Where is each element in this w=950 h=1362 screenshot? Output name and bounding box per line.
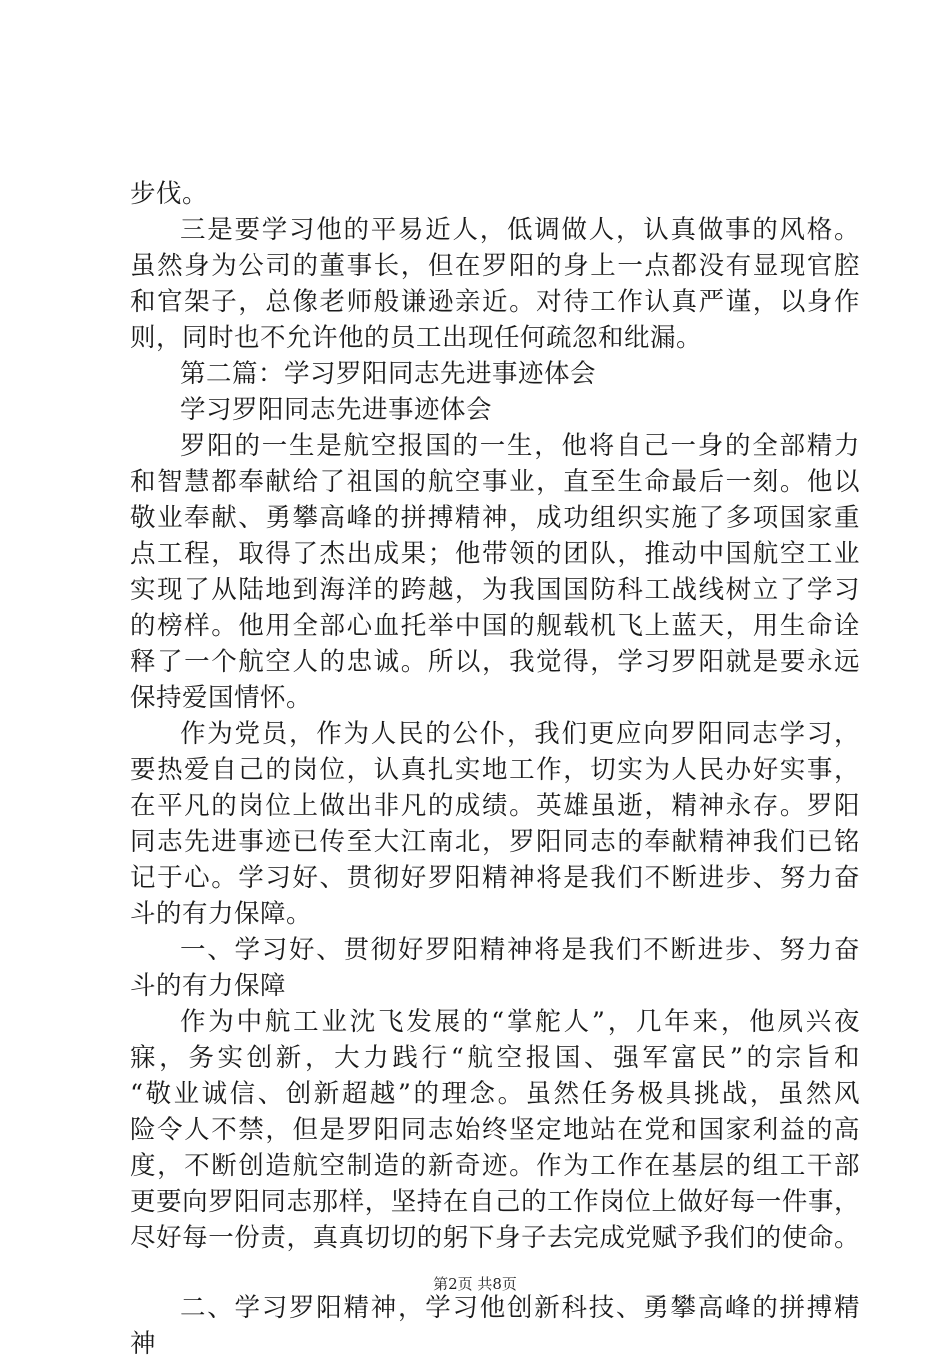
heading-line: 一、学习好、贯彻好罗阳精神将是我们不断进步、努力奋 [180, 935, 860, 965]
paragraph-line: 三是要学习他的平易近人，低调做人，认真做事的风格。 [180, 215, 860, 245]
heading-line: 二、学习罗阳精神，学习他创新科技、勇攀高峰的拼搏精 [180, 1293, 860, 1323]
paragraph-line: 点工程，取得了杰出成果；他带领的团队，推动中国航空工业 [130, 539, 860, 569]
paragraph-line: 的榜样。他用全部心血托举中国的舰载机飞上蓝天，用生命诠 [130, 611, 860, 641]
paragraph-line: 寐，务实创新，大力践行“航空报国、强军富民”的宗旨和 [130, 1043, 860, 1073]
paragraph-line: 记于心。学习好、贯彻好罗阳精神将是我们不断进步、努力奋 [130, 863, 860, 893]
paragraph-line: 保持爱国情怀。 [130, 683, 313, 713]
paragraph-line: 作为党员，作为人民的公仆，我们更应向罗阳同志学习， [180, 719, 860, 749]
paragraph-line: 度，不断创造航空制造的新奇迹。作为工作在基层的组工干部 [130, 1151, 860, 1181]
section-title: 第二篇：学习罗阳同志先进事迹体会 [180, 359, 597, 389]
paragraph-line: 和智慧都奉献给了祖国的航空事业，直至生命最后一刻。他以 [130, 467, 860, 497]
heading-line: 斗的有力保障 [130, 971, 287, 1001]
article-title: 学习罗阳同志先进事迹体会 [180, 395, 493, 425]
paragraph-line: 同志先进事迹已传至大江南北，罗阳同志的奉献精神我们已铭 [130, 827, 860, 857]
paragraph-line: 罗阳的一生是航空报国的一生，他将自己一身的全部精力 [180, 431, 860, 461]
paragraph-line: 实现了从陆地到海洋的跨越，为我国国防科工战线树立了学习 [130, 575, 860, 605]
paragraph-line: 在平凡的岗位上做出非凡的成绩。英雄虽逝，精神永存。罗阳 [130, 791, 860, 821]
page-number-footer: 第2页 共8页 [433, 1275, 517, 1293]
paragraph-line: 要热爱自己的岗位，认真扎实地工作，切实为人民办好实事， [130, 755, 860, 785]
paragraph-line: 斗的有力保障。 [130, 899, 313, 929]
paragraph-line: 尽好每一份责，真真切切的躬下身子去完成党赋予我们的使命。 [130, 1223, 860, 1253]
paragraph-line: 则，同时也不允许他的员工出现任何疏忽和纰漏。 [130, 323, 703, 353]
paragraph-line: “敬业诚信、创新超越”的理念。虽然任务极具挑战，虽然风 [130, 1079, 860, 1109]
paragraph-line: 和官架子，总像老师般谦逊亲近。对待工作认真严谨，以身作 [130, 287, 860, 317]
heading-line: 神 [130, 1329, 157, 1359]
paragraph-line: 释了一个航空人的忠诚。所以，我觉得，学习罗阳就是要永远 [130, 647, 860, 677]
document-body [130, 176, 860, 1362]
paragraph-line: 作为中航工业沈飞发展的“掌舵人”，几年来，他夙兴夜 [180, 1007, 860, 1037]
paragraph-line: 更要向罗阳同志那样，坚持在自己的工作岗位上做好每一件事， [130, 1187, 860, 1217]
paragraph-line: 敬业奉献、勇攀高峰的拼搏精神，成功组织实施了多项国家重 [130, 503, 860, 533]
paragraph-line: 步伐。 [130, 179, 209, 209]
paragraph-line: 险令人不禁，但是罗阳同志始终坚定地站在党和国家利益的高 [130, 1115, 860, 1145]
paragraph-line: 虽然身为公司的董事长，但在罗阳的身上一点都没有显现官腔 [130, 251, 860, 281]
